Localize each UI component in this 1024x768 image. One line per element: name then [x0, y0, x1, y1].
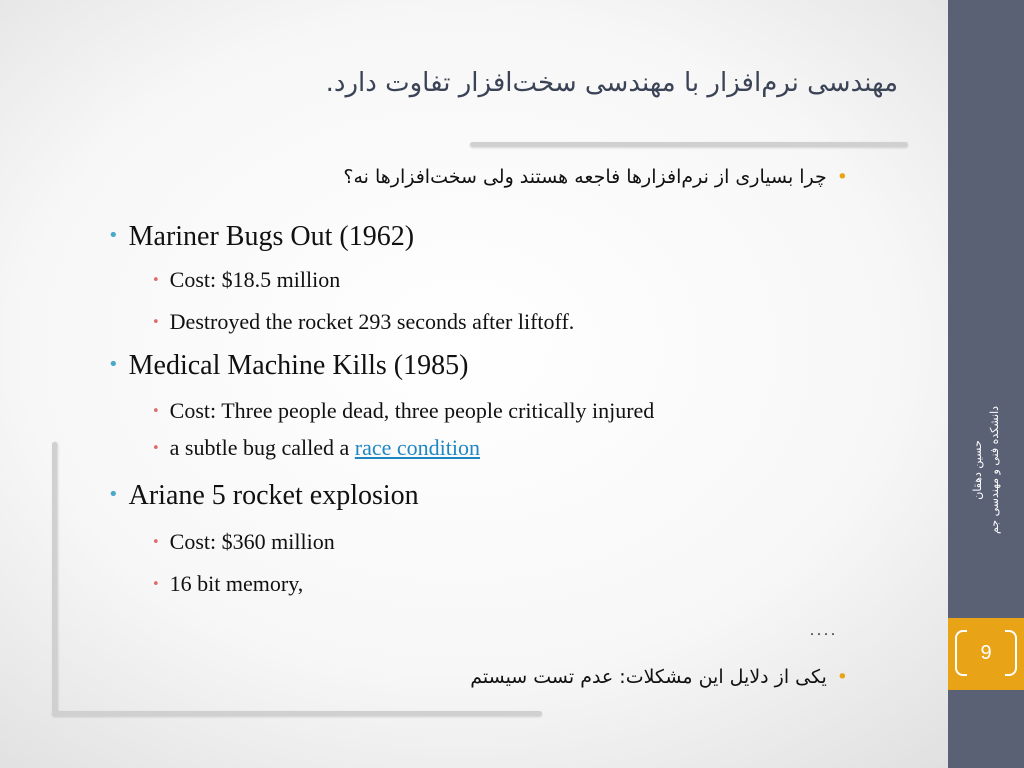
intro-text: چرا بسیاری از نرم‌افزارها فاجعه هستند ولی سخت‌افزارها نه؟: [343, 166, 827, 188]
sub-item-text: Cost: $360 million: [169, 529, 335, 554]
sub-item: [152, 398, 654, 424]
list-item: [108, 480, 419, 512]
sub-item-text: Cost: $18.5 million: [169, 267, 341, 292]
slide-title: مهندسی نرم‌افزار با مهندسی سخت‌افزار تفاوت دارد.: [325, 68, 898, 98]
frame-line-left: [52, 442, 57, 714]
ellipsis: ....: [810, 622, 838, 639]
sub-item: [152, 267, 340, 293]
sub-item: [152, 435, 480, 461]
bullet-icon: •: [152, 535, 160, 550]
intro-bullet: [343, 166, 848, 188]
bullet-icon: •: [108, 354, 119, 375]
bullet-icon: •: [152, 441, 160, 456]
bullet-icon: •: [836, 166, 848, 188]
conclusion-text: یکی از دلایل این مشکلات: عدم تست سیستم: [470, 666, 827, 688]
item-heading: Ariane 5 rocket explosion: [128, 480, 419, 511]
list-item: [108, 350, 468, 382]
race-condition-link[interactable]: race condition: [354, 435, 481, 460]
sub-item-text: Cost: Three people dead, three people critically injured: [169, 398, 655, 423]
conclusion-bullet: [470, 666, 848, 688]
sub-item: [152, 309, 574, 335]
bullet-icon: •: [836, 666, 848, 688]
sub-item-text: a subtle bug called a: [169, 435, 355, 460]
bullet-icon: •: [108, 484, 119, 505]
sub-item: [152, 571, 303, 597]
bullet-icon: •: [152, 315, 160, 330]
sub-item-text: Destroyed the rocket 293 seconds after liftoff.: [169, 309, 575, 334]
frame-line-bottom: [52, 711, 542, 716]
bullet-icon: •: [152, 273, 160, 288]
page-number: 9: [955, 630, 1017, 676]
sub-item-text: 16 bit memory,: [169, 571, 304, 596]
sidebar-footer: [948, 330, 1024, 610]
bullet-icon: •: [152, 577, 160, 592]
bullet-icon: •: [152, 404, 160, 419]
bullet-icon: •: [108, 225, 119, 246]
list-item: [108, 221, 414, 253]
item-heading: Mariner Bugs Out (1962): [128, 221, 415, 252]
author-name: حسین دهقان: [971, 440, 984, 500]
sub-item: [152, 529, 335, 555]
frame-line-top: [470, 142, 908, 147]
institution-name: دانشکده فنی و مهندسی جم: [988, 405, 1001, 535]
item-heading: Medical Machine Kills (1985): [128, 350, 469, 381]
